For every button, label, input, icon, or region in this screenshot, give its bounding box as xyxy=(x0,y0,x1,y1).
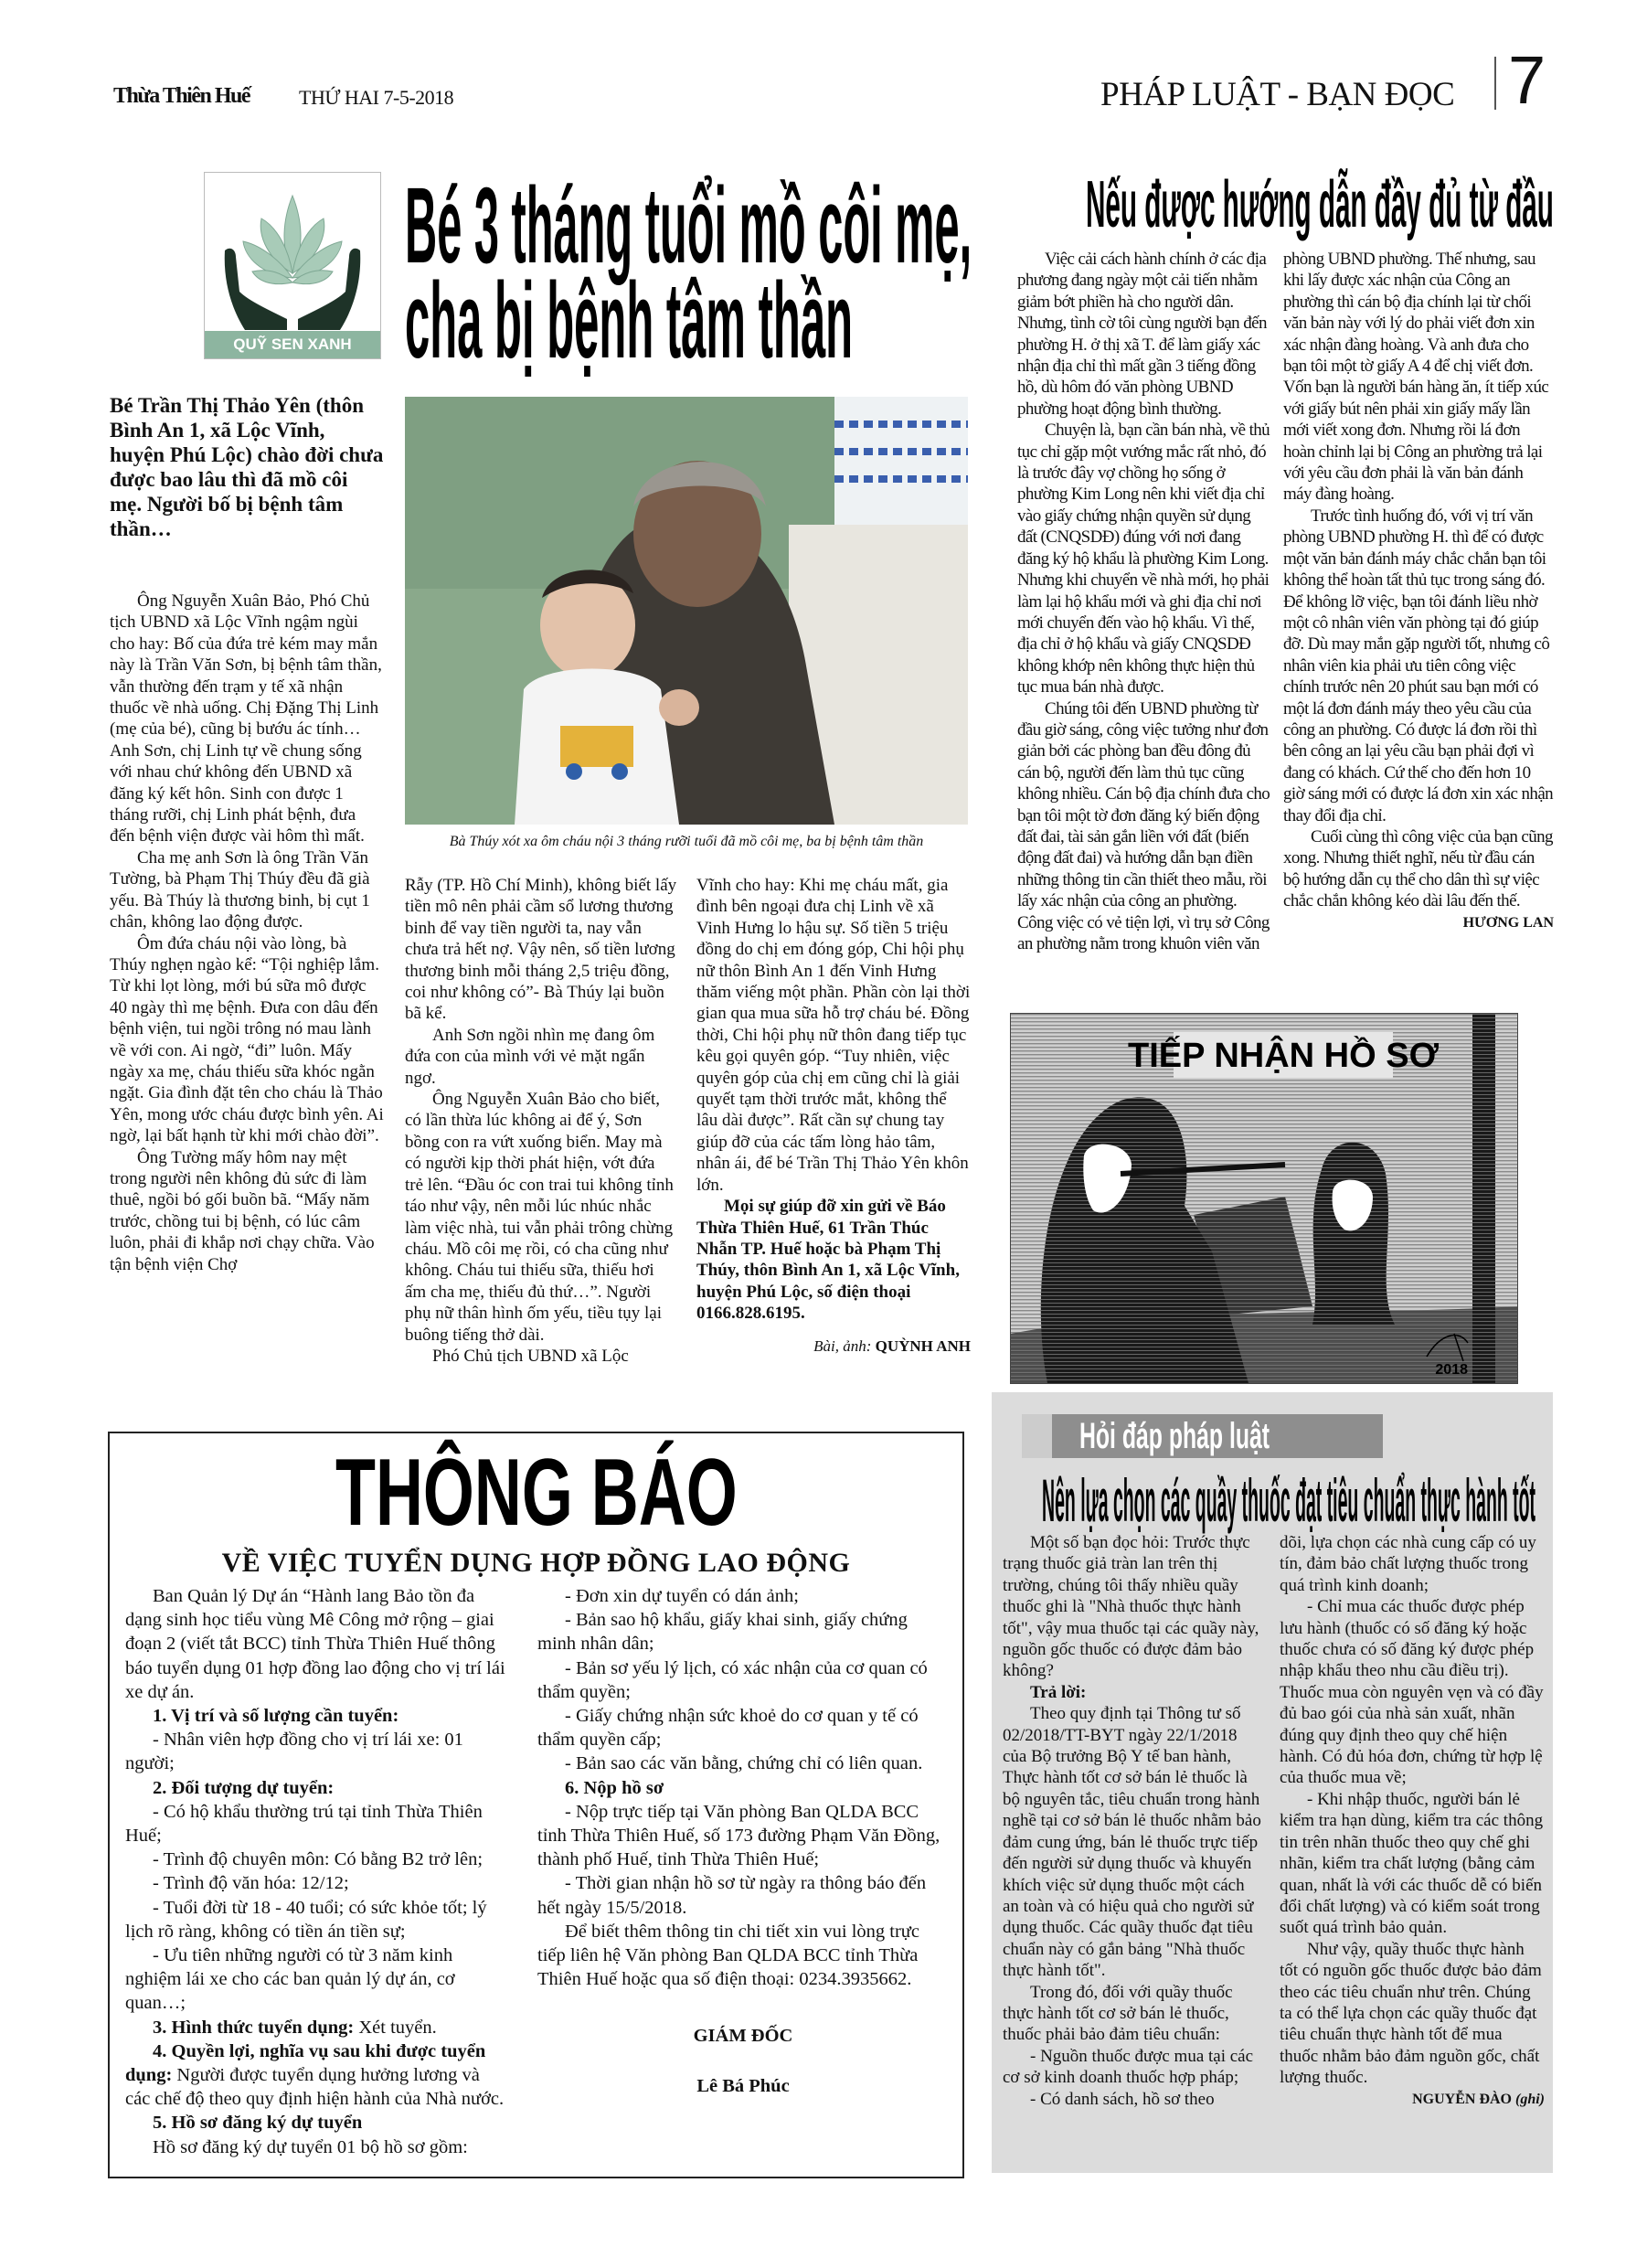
paragraph: Ông Tường mấy hôm nay mệt trong người nên không đủ sức đi làm thuê, ngồi bó gối buồn bã. “Mấy năm trước, chồng tui bị bệnh, có lúc câm luôn, phải đi khắp nơi chạy chữa. Vào tận bệnh viện Chợ xyxy=(110,1147,375,1274)
paragraph: Một số bạn đọc hỏi: Trước thực trạng thuốc giả tràn lan trên thị trường, chúng tôi thấy nhiều quầy thuốc ghi là "Nhà thuốc thực hành tốt", vậy mua thuốc tại các quầy này, nguồn gốc thuốc có được đảm bảo không? xyxy=(1003,1533,1259,1681)
headline-2 xyxy=(1086,168,1554,241)
byline-suffix: (ghi) xyxy=(1512,2091,1545,2107)
paragraph: - Bản sao hộ khẩu, giấy khai sinh, giấy chứng minh nhân dân; xyxy=(537,1610,908,1655)
article-photo xyxy=(405,397,968,825)
paragraph: Ôm đứa cháu nội vào lòng, bà Thúy nghẹn ngào kể: “Tội nghiệp lắm. Từ khi lọt lòng, mới bú sữa mô được 40 ngày thì mẹ bệnh. Đưa con dâu đến bệnh viện, tui ngồi trông nó mau lành về với con. Ai ngờ, “đi” luôn. Mấy ngày xa mẹ, cháu thiếu sữa khóc ngằn ngặt. Gia đình đặt tên cho cháu là Thảo Yên, mong ước cháu được bình yên. Ai ngờ, lại bất hạnh từ khi mới chào đời”. xyxy=(110,933,384,1146)
paragraph: Trong đó, đối với quầy thuốc thực hành tốt cơ sở bán lẻ thuốc, thuốc phải bảo đảm tiêu chuẩn: xyxy=(1003,1982,1233,2045)
paragraph: Phó Chủ tịch UBND xã Lộc xyxy=(432,1346,629,1366)
paragraph xyxy=(1003,1682,1261,1703)
paragraph: Chúng tôi đến UBND phường từ đầu giờ sáng, công việc tưởng như đơn giản bởi các phòng ban đều đông đủ cán bộ, người đến làm thủ tục cũng không nhiều. Cán bộ địa chính đưa cho bạn tôi một tờ đơn đăng ký biến động đất đai, tài sản gắn liền với đất (biến động đất đai) và hướng dẫn bạn điền những thông tin cần thiết theo mẫu, rồi lấy xác nhận của công an phường. Công việc có vẻ tiện lợi, vì trụ sở Công an phường nằm trong khuôn viên văn xyxy=(1017,698,1270,953)
label-band xyxy=(1052,1414,1383,1458)
qa-section-label xyxy=(1022,1414,1383,1458)
article2-column-2 xyxy=(1283,249,1554,933)
page-number: 7 xyxy=(1508,42,1546,118)
text: phòng UBND phường. Thế nhưng, sau khi lấy được xác nhận của Công an phường thì cán bộ địa chính lại từ chối văn bản này với lý do phải viết đơn xin xác nhận đàng hoàng. Và anh đưa cho bạn tôi một tờ giấy A 4 để chị viết đơn. Vốn bạn là người bán hàng ăn, ít tiếp xúc với giấy bút nên phải xin giấy mấy lần mới viết xong đơn. Nhưng rồi lá đơn hoàn chỉnh lại bị Công an phường trả lại với yêu cầu đơn phải là văn bản đánh máy đàng hoàng. xyxy=(1283,250,1549,505)
byline xyxy=(1280,2089,1545,2110)
bold-text: 2. Đối tượng dự tuyển: xyxy=(153,1777,335,1798)
paragraph xyxy=(125,2111,509,2135)
section-title: PHÁP LUẬT - BẠN ĐỌC xyxy=(1100,76,1455,113)
paragraph xyxy=(696,1196,971,1324)
paragraph: Hồ sơ đăng ký dự tuyển 01 bộ hồ sơ gồm: xyxy=(153,2136,468,2157)
paragraph xyxy=(1283,249,1554,506)
paragraph: Như vậy, quầy thuốc thực hành tốt có nguồn gốc thuốc được bảo đảm theo các tiêu chuẩn như trên. Chúng ta có thể lựa chọn các quầy thuốc đạt tiêu chuẩn thực hành tốt để mua thuốc nhằm bảo đảm nguồn gốc, chất lượng thuốc. xyxy=(1280,1939,1542,2088)
article-column-3-text xyxy=(696,875,971,1325)
headline-text: Nếu được hướng dẫn đầy đủ từ đầu xyxy=(1086,168,1554,241)
byline xyxy=(696,1336,971,1357)
bold-text: 3. Hình thức tuyển dụng: xyxy=(153,2017,355,2038)
notice-column-1 xyxy=(125,1584,509,2159)
illustration-year: 2018 xyxy=(1435,1362,1468,1378)
notice-title xyxy=(335,1440,738,1546)
paragraph xyxy=(696,875,971,1196)
paragraph: Việc cải cách hành chính ở các địa phương đang ngày một cải tiến nhằm giảm bớt phiền hà cho người dân. Nhưng, tình cờ tôi cùng người bạn đến phường H. ở thị xã T. để làm giấy xác nhận địa chỉ thì mất gần 3 tiếng đồng hồ, dù hôm đó văn phòng UBND phường hoạt động bình thường. xyxy=(1017,250,1267,419)
paragraph: - Thời gian nhận hồ sơ từ ngày ra thông báo đến hết ngày 15/5/2018. xyxy=(537,1873,927,1918)
paragraph: - Giấy chứng nhận sức khoẻ do cơ quan y tế có thẩm quyền cấp; xyxy=(537,1706,919,1751)
qa-column-2-text xyxy=(1280,1532,1545,2089)
illustration-title: TIẾP NHẬN HỒ SƠ xyxy=(1128,1037,1439,1075)
text: Người được tuyển dụng hưởng lương và các chế độ theo quy định hiện hành của Nhà nước. xyxy=(125,2065,505,2110)
paragraph: Ông Nguyễn Xuân Bảo cho biết, có lần thừa lúc không ai để ý, Sơn bồng con ra vứt xuống biển. May mà có người kịp thời phát hiện, vớt đứa trẻ lên. “Đầu óc con trai tui không tỉnh táo như vậy, nên mỗi lúc nhúc nhắc làm việc nhà, tui vẫn phải trông chừng cháu. Mồ côi mẹ rồi, có cha cũng như không. Cháu tui thiếu sữa, thiếu hơi ấm cha mẹ, thiếu đủ thứ…”. Người phụ nữ thân hình ốm yếu, tiều tụy lại buông tiếng thở dài. xyxy=(405,1090,674,1345)
paragraph: - Nộp trực tiếp tại Văn phòng Ban QLDA BCC tỉnh Thừa Thiên Huế, số 173 đường Phạm Văn Đồng, thành phố Huế, tỉnh Thừa Thiên Huế; xyxy=(537,1801,940,1870)
logo-label: QUỸ SEN XANH xyxy=(205,331,380,358)
paragraph: - Nhân viên hợp đồng cho vị trí lái xe: 01 người; xyxy=(125,1730,463,1774)
paragraph: - Bản sao các văn bằng, chứng chỉ có liên quan. xyxy=(565,1753,923,1774)
qa-headline xyxy=(1042,1466,1536,1534)
notice-column-2 xyxy=(537,1584,949,2098)
header-divider xyxy=(1494,57,1496,110)
headline-text: Nên lựa chọn các quầy thuốc đạt tiêu chuẩn thực hành tốt xyxy=(1042,1466,1536,1534)
byline-prefix: Bài, ảnh: xyxy=(813,1336,876,1355)
headline-text: cha bị bệnh tâm thần xyxy=(405,261,854,381)
paragraph: Cha mẹ anh Sơn là ông Trần Văn Tường, bà Phạm Thị Thúy đều đã già yếu. Bà Thúy là thương binh, bị cụt 1 chân, không lao động được. xyxy=(110,847,370,932)
article-column-2 xyxy=(405,875,677,1367)
paragraph: - Có hộ khẩu thường trú tại tỉnh Thừa Thiên Huế; xyxy=(125,1801,483,1847)
paragraph: Anh Sơn ngồi nhìn mẹ đang ôm đứa con của mình với vẻ mặt ngẩn ngơ. xyxy=(405,1025,655,1088)
paragraph xyxy=(1280,1532,1545,1596)
headline-1-line-2 xyxy=(405,261,854,381)
paragraph xyxy=(125,2039,509,2112)
paragraph: - Chỉ mua các thuốc được phép lưu hành (thuốc có số đăng ký hoặc thuốc chưa có số đăng ký được phép nhập khẩu theo nhu cầu điều trị). Thuốc mua còn nguyên vẹn và có đầy đủ bao gói của nhà sản xuất, nhãn đúng quy định theo quy chế hiện hành. Có đủ hóa đơn, chứng từ hợp lệ của thuốc mua về; xyxy=(1280,1597,1544,1788)
paragraph xyxy=(537,1776,949,1800)
article2-column-2-text xyxy=(1283,249,1554,912)
paragraph: - Bản sơ yếu lý lịch, có xác nhận của cơ quan có thẩm quyền; xyxy=(537,1657,928,1702)
notice-title-text: THÔNG BÁO xyxy=(335,1440,738,1546)
text: Vĩnh cho hay: Khi mẹ cháu mất, gia đình bên ngoại đưa chị Linh về xã Vinh Hưng lo hậu sự. Số tiền 5 triệu đồng do chị em đóng góp, Chi hội phụ nữ thôn Bình An 1 đến Vinh Hưng thăm viếng một phần. Phần còn lại thời gian qua mua sữa hỗ trợ cháu bé. Đồng thời, Chi hội phụ nữ thôn đang tiếp tục kêu gọi quyên góp. “Tuy nhiên, việc quyên góp của chị em cũng chỉ là giải quyết tạm thời trước mắt, không thể lâu dài được”. Rất cần sự chung tay giúp đỡ của các tấm lòng hảo tâm, nhân ái, để bé Trần Thị Thảo Yên khôn lớn. xyxy=(696,876,971,1195)
issue-date: THỨ HAI 7-5-2018 xyxy=(299,86,454,109)
bold-text: Trả lời: xyxy=(1030,1682,1087,1702)
article-column-1 xyxy=(110,591,384,1275)
label-text: Hỏi đáp pháp luật xyxy=(1079,1416,1270,1456)
text: Xét tuyển. xyxy=(354,2017,437,2038)
quy-sen-xanh-logo xyxy=(204,172,381,359)
notice-subtitle: VỀ VIỆC TUYỂN DỤNG HỢP ĐỒNG LAO ĐỘNG xyxy=(221,1548,851,1578)
paragraph xyxy=(125,2016,509,2039)
qa-column-2 xyxy=(1280,1532,1545,2110)
byline-author: QUỲNH ANH xyxy=(875,1336,971,1355)
signer-title: GIÁM ĐỐC xyxy=(693,2026,793,2047)
text: dõi, lựa chọn các nhà cung cấp có uy tín, đảm bảo chất lượng thuốc trong quá trình kinh doanh; xyxy=(1280,1533,1536,1595)
paragraph: Chuyện là, bạn cần bán nhà, về thủ tục chỉ gặp một vướng mắc rất nhỏ, đó là trước đây vợ chồng họ sống ở phường Kim Long nên khi viết địa chỉ vào giấy chứng nhận quyền sử dụng đất (CNQSDĐ) đúng với nơi đang đăng ký hộ khẩu là phường Kim Long. Nhưng khi chuyển về nhà mới, họ phải làm lại hộ khẩu mới và ghi địa chỉ nơi mới chuyển đến vào hộ khẩu. Vì thế, địa chỉ ở hộ khẩu và giấy CNQSDĐ không khớp nên không thực hiện thủ tục mua bán nhà được. xyxy=(1017,421,1270,697)
headline-text: Bé 3 tháng tuổi mồ côi mẹ, xyxy=(405,165,972,286)
paragraph: - Có danh sách, hồ sơ theo xyxy=(1030,2089,1215,2109)
text: Rẫy (TP. Hồ Chí Minh), không biết lấy tiền mô nên phải cầm sổ lương thương binh để vay tiền người ta, nay vẫn chưa trả hết nợ. Vậy nên, số tiền lương thương binh mỗi tháng 2,5 triệu đồng, coi như không có”- Bà Thúy lại buồn bã kể. xyxy=(405,876,677,1024)
bold-text: 6. Nộp hồ sơ xyxy=(565,1777,664,1798)
paragraph: - Khi nhập thuốc, người bán lẻ kiểm tra hạn dùng, kiểm tra các thông tin trên nhãn thuốc theo quy chế ghi nhãn, kiểm tra chất lượng (bằng cảm quan, nhất là với các thuốc dễ có biến đổi chất lượng) và có kiểm soát trong suốt quá trình bảo quản. xyxy=(1280,1789,1544,1938)
article2-column-1 xyxy=(1017,249,1273,954)
paragraph: - Nguồn thuốc được mua tại các cơ sở kinh doanh thuốc hợp pháp; xyxy=(1003,2046,1254,2088)
bold-text: 4. Quyền lợi, nghĩa vụ sau khi được tuyển dụng: xyxy=(125,2040,486,2086)
bold-text: Mọi sự giúp đỡ xin gửi về Báo Thừa Thiên Huế, 61 Trần Thúc Nhẫn TP. Huế hoặc bà Phạm Thị Thúy, thôn Bình An 1, xã Lộc Vĩnh, huyện Phú Lộc, số điện thoại 0166.828.6195. xyxy=(696,1197,960,1324)
article-column-3 xyxy=(696,875,971,1357)
paragraph: Ban Quản lý Dự án “Hành lang Bảo tồn đa dạng sinh học tiểu vùng Mê Công mở rộng – giai đoạn 2 (viết tắt BCC) tỉnh Thừa Thiên Huế thông báo tuyển dụng 01 hợp đồng lao động cho vị trí lái xe dự án. xyxy=(125,1586,505,1702)
qa-column-1 xyxy=(1003,1532,1261,2110)
cartoon-illustration xyxy=(1010,1013,1518,1384)
paragraph: - Tuổi đời từ 18 - 40 tuổi; có sức khỏe tốt; lý lịch rõ ràng, không có tiền án tiền sự; xyxy=(125,1897,487,1942)
photo-caption: Bà Thúy xót xa ôm cháu nội 3 tháng rưỡi tuổi đã mồ côi mẹ, ba bị bệnh tâm thần xyxy=(449,834,924,849)
paragraph: Ông Nguyễn Xuân Bảo, Phó Chủ tịch UBND xã Lộc Vĩnh ngậm ngùi cho hay: Bố của đứa trẻ kém may mắn này là Trần Văn Sơn, bị bệnh tâm thần, vẫn thường đến trạm y tế xã nhận thuốc về nhà uống. Chị Đặng Thị Linh (mẹ của bé), cũng bị bướu ác tính… Anh Sơn, chị Linh tự về chung sống với nhau chứ không đến UBND xã đăng ký kết hôn. Sinh con được 1 tháng rưỡi, chị Linh phát bệnh, đưa đến bệnh viện được vài hôm thì mất. xyxy=(110,591,382,847)
paragraph: Cuối cùng thì công việc của bạn cũng xong. Nhưng thiết nghĩ, nếu từ đầu cán bộ hướng dẫn cụ thể cho dân thì sự việc chắc chắn không kéo dài lâu đến thế. xyxy=(1283,826,1553,911)
byline-author: NGUYỄN ĐÀO xyxy=(1412,2091,1512,2107)
bold-text: 1. Vị trí và số lượng cần tuyển: xyxy=(153,1706,399,1727)
paragraph xyxy=(405,875,677,1025)
publication-name: Thừa Thiên Huế xyxy=(113,84,250,108)
signer-name: Lê Bá Phúc xyxy=(696,2075,790,2096)
paragraph: Theo quy định tại Thông tư số 02/2018/TT-BYT ngày 22/1/2018 của Bộ trưởng Bộ Y tế ban hành, Thực hành tốt cơ sở bán lẻ thuốc là bộ nguyên tắc, tiêu chuẩn trong hành nghề tại cơ sở bán lẻ thuốc nhằm bảo đảm cung ứng, bán lẻ thuốc trực tiếp đến người sử dụng thuốc và khuyến khích việc sử dụng thuốc một cách an toàn và có hiệu quả cho người sử dụng thuốc. Các quầy thuốc đạt tiêu chuẩn này có gắn bảng "Nhà thuốc thực hành tốt". xyxy=(1003,1704,1261,1981)
byline-author: HƯƠNG LAN xyxy=(1462,914,1554,931)
paragraph: - Trình độ chuyên môn: Có bằng B2 trở lên; xyxy=(153,1849,483,1870)
bold-text: 5. Hồ sơ đăng ký dự tuyển xyxy=(153,2113,363,2134)
paragraph: - Trình độ văn hóa: 12/12; xyxy=(153,1873,349,1894)
paragraph: Trước tình huống đó, với vị trí văn phòng UBND phường H. thì để có được một văn bản đánh máy chắc chắn bạn tôi không thể hoàn tất thủ tục trong sáng đó. Để không lỡ việc, bạn tôi đánh liều nhờ một cô nhân viên văn phòng tại đó giúp đỡ. Dù may mắn gặp người tốt, nhưng cô nhân viên kia phải ưu tiên công việc chính trước nên 20 phút sau bạn mới có một lá đơn đánh máy theo yêu cầu của công an phường. Có được lá đơn rồi thì bên công an lại yêu cầu bạn phải đợi vì đang có khách. Cứ thế cho đến hơn 10 giờ sáng mới có được lá đơn xin xác nhận thay đổi địa chỉ. xyxy=(1283,506,1554,825)
paragraph: Để biết thêm thông tin chi tiết xin vui lòng trực tiếp liên hệ Văn phòng Ban QLDA BCC tỉnh Thừa Thiên Huế hoặc qua số điện thoại: 0234.3935662. xyxy=(537,1921,920,1990)
paragraph xyxy=(125,1704,509,1728)
article-lead: Bé Trần Thị Thảo Yên (thôn Bình An 1, xã Lộc Vĩnh, huyện Phú Lộc) chào đời chưa được bao lâu thì đã mồ côi mẹ. Người bố bị bệnh tâm thần… xyxy=(110,394,384,540)
notice-column-2-text xyxy=(537,1584,949,1991)
paragraph xyxy=(125,1776,509,1800)
paragraph: - Đơn xin dự tuyển có dán ảnh; xyxy=(565,1586,799,1606)
paragraph: - Ưu tiên những người có từ 3 năm kinh nghiệm lái xe cho các ban quản lý dự án, cơ quan…; xyxy=(125,1945,455,2014)
